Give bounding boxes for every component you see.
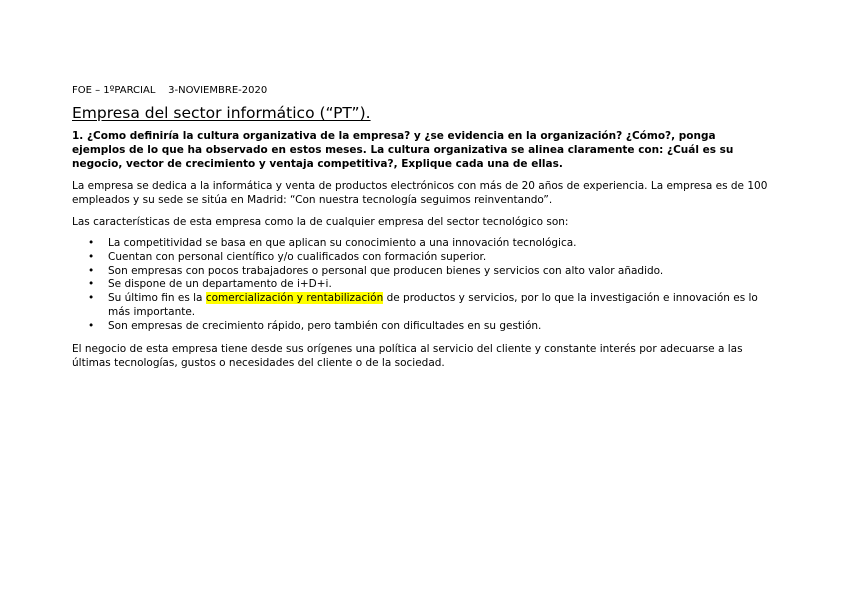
bullet-icon: • xyxy=(88,264,95,277)
document-title: Empresa del sector informático (“PT”). xyxy=(72,104,371,122)
list-item-text-before: Su último fin es la xyxy=(108,292,206,305)
document-page xyxy=(72,84,772,378)
bullet-icon: • xyxy=(88,237,95,249)
bullet-icon: • xyxy=(88,250,95,263)
bullet-icon: • xyxy=(88,319,95,332)
document-header xyxy=(72,84,772,98)
list-item-text-after: de productos y servicios, por lo que la investigación e innovación es lo más importante. xyxy=(108,292,758,318)
list-item-text: Son empresas de crecimiento rápido, pero también con dificultades en su gestión. xyxy=(108,319,542,332)
list-item xyxy=(72,265,772,279)
course-label: FOE – 1ºPARCIAL xyxy=(72,85,156,96)
bullet-icon: • xyxy=(88,292,95,305)
list-item xyxy=(72,278,772,292)
list-item xyxy=(72,292,772,320)
list-item-text: La competitividad se basa en que aplican su conocimiento a una innovación tecnológica. xyxy=(108,237,577,249)
bullet-icon: • xyxy=(88,278,95,291)
intro-paragraph: La empresa se dedica a la informática y venta de productos electrónicos con más de 20 años de experiencia. La empresa es de 100 empleados y su sede se sitúa en Madrid: “Con nuestra tecnología seguimos reinventando”. xyxy=(72,180,768,206)
list-item xyxy=(72,320,772,334)
list-item-text: Cuentan con personal científico y/o cualificados con formación superior. xyxy=(108,250,487,263)
characteristics-list xyxy=(72,237,772,334)
list-item-text: Se dispone de un departamento de i+D+i. xyxy=(108,278,332,291)
highlighted-text: comercialización y rentabilización xyxy=(205,292,384,305)
question-text: 1. ¿Como definiría la cultura organizativa de la empresa? y ¿se evidencia en la organización? ¿Cómo?, ponga ejemplos de lo que ha observado en estos meses. La cultura organizativa se alinea claramente con: ¿Cuál es su negocio, vector de crecimiento y ventaja competitiva?, Explique cada una de ellas. xyxy=(72,130,734,170)
list-item xyxy=(72,251,772,265)
closing-paragraph: El negocio de esta empresa tiene desde sus orígenes una política al servicio del cliente y constante interés por adecuarse a las últimas tecnologías, gustos o necesidades del cliente o de la sociedad. xyxy=(72,342,743,369)
list-item-text: Son empresas con pocos trabajadores o personal que producen bienes y servicios con alto valor añadido. xyxy=(108,264,664,277)
list-intro-paragraph: Las características de esta empresa como la de cualquier empresa del sector tecnológico son: xyxy=(72,216,569,228)
list-item xyxy=(72,237,772,251)
exam-date: 3-NOVIEMBRE-2020 xyxy=(168,85,268,96)
